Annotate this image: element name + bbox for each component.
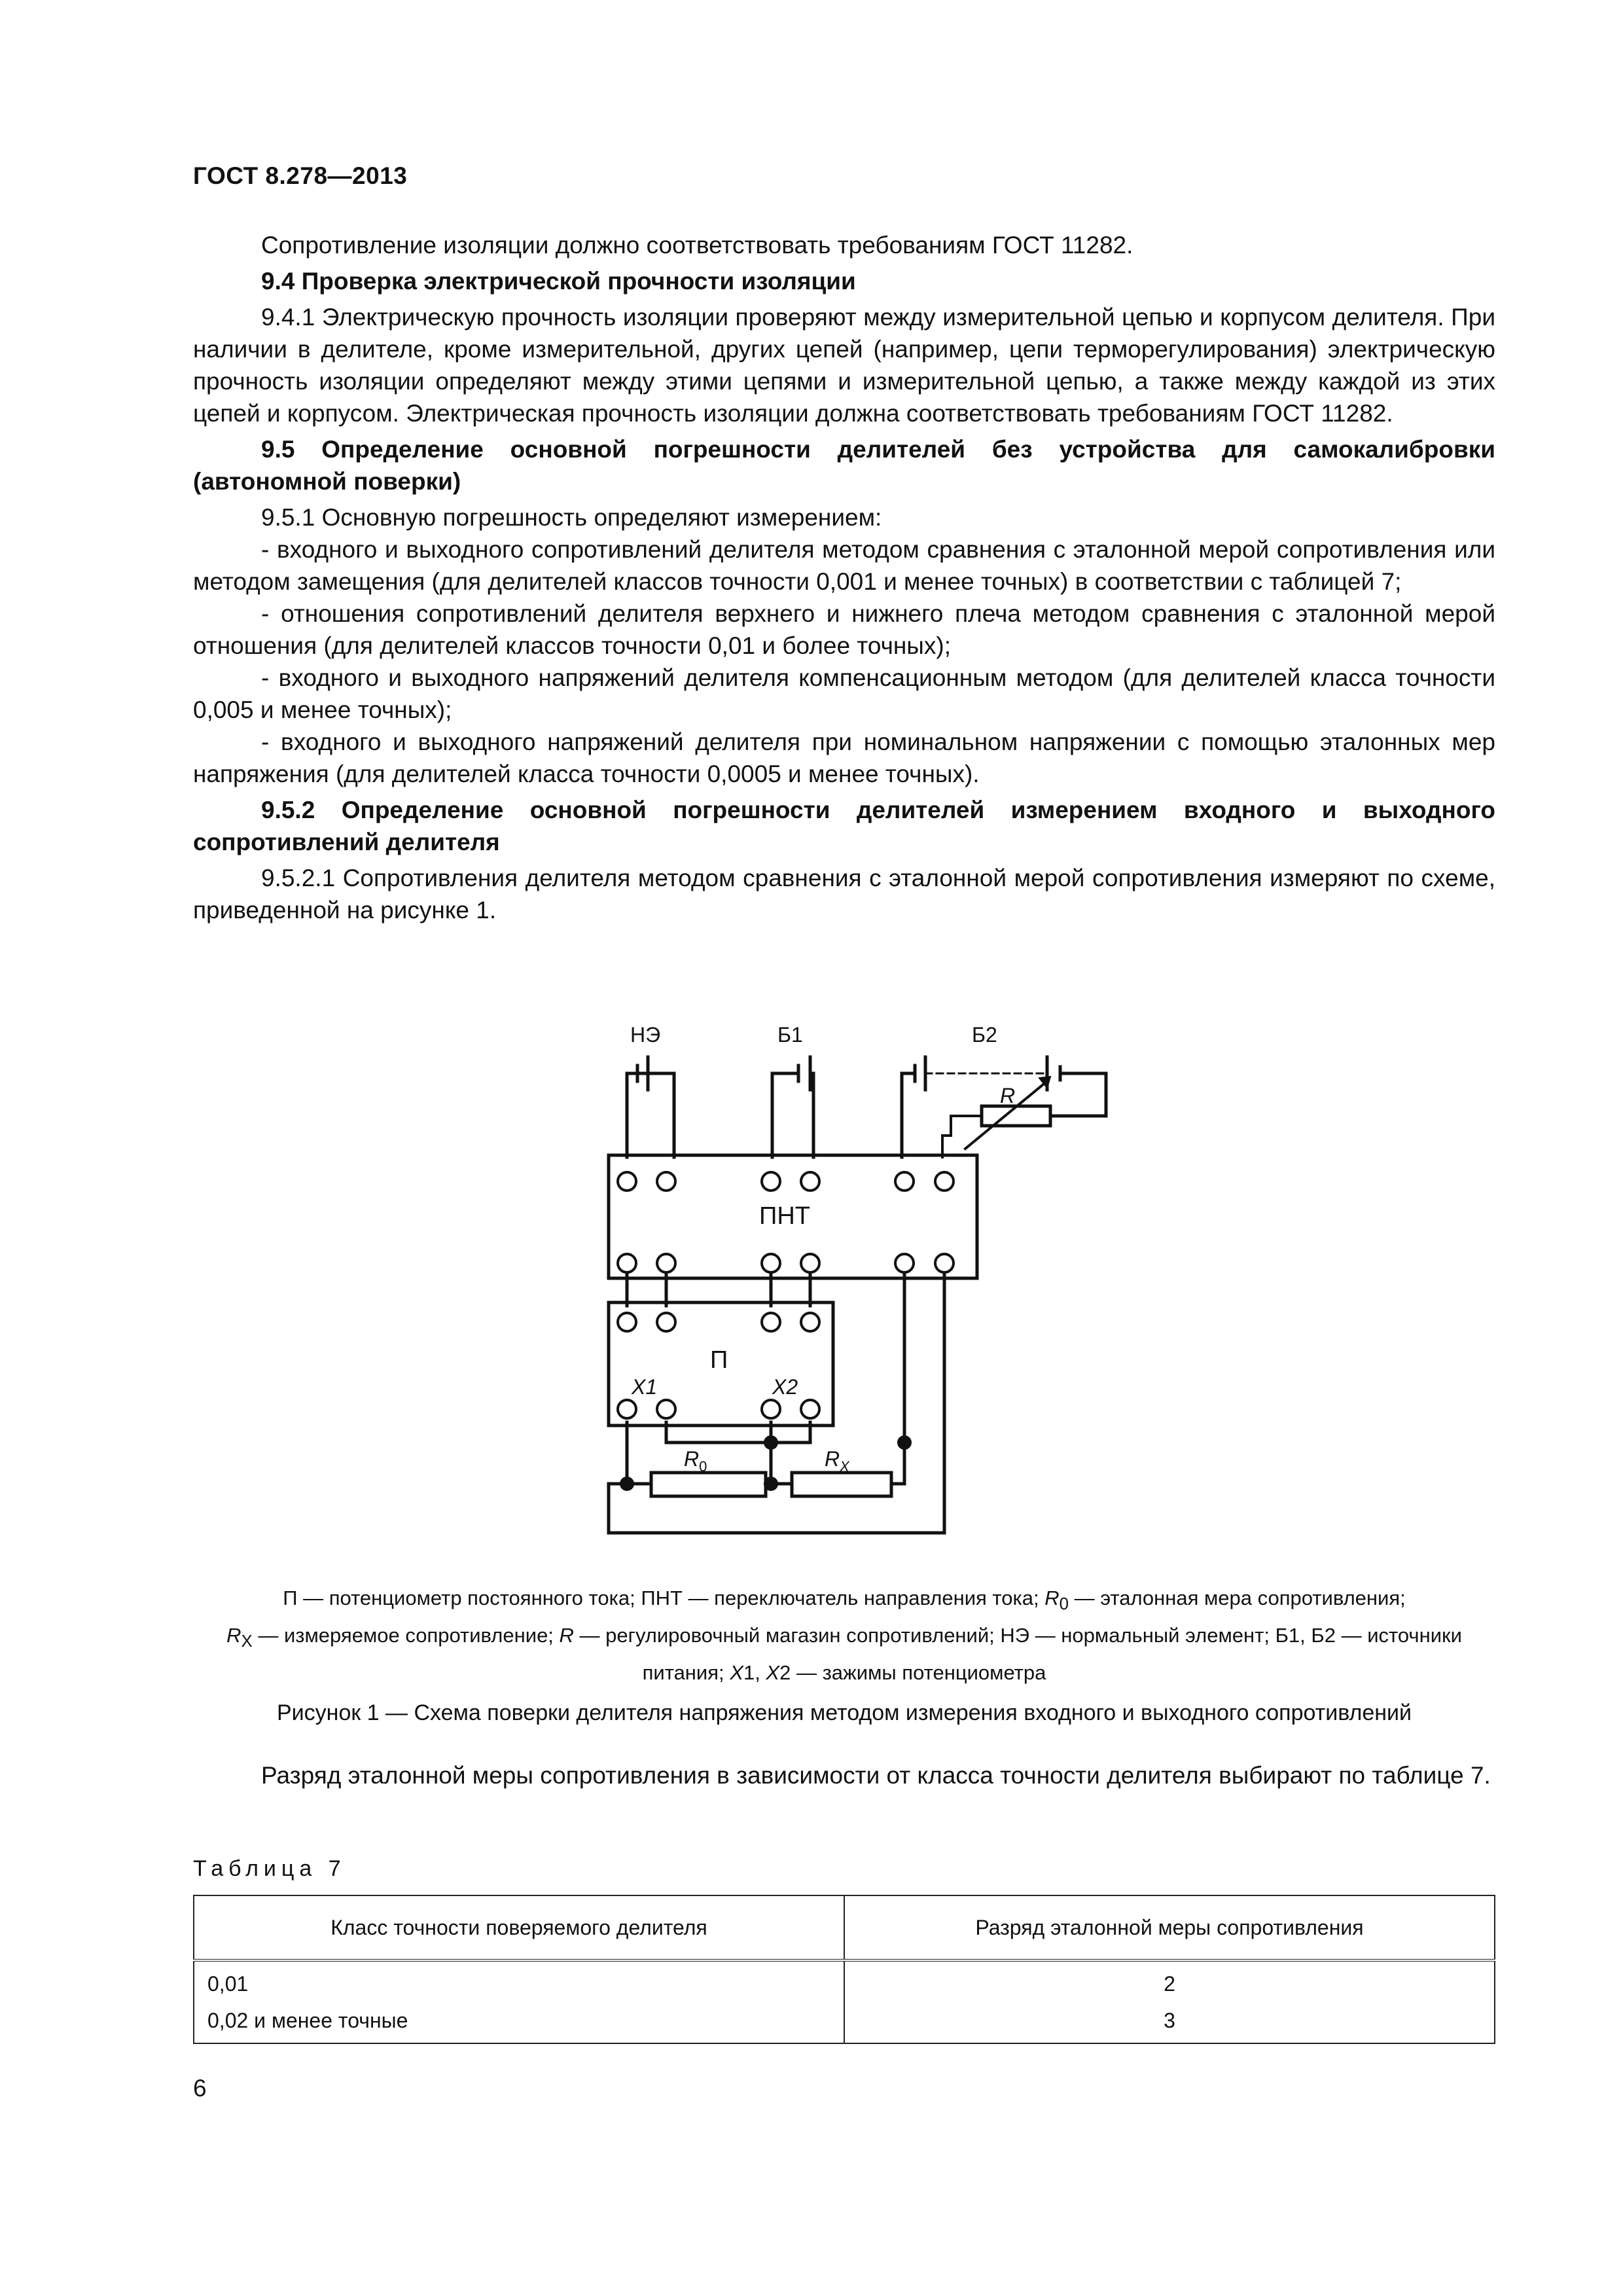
b2-cell bbox=[902, 1057, 925, 1157]
label-pnt: ПНТ bbox=[759, 1202, 810, 1230]
terminal bbox=[935, 1254, 954, 1272]
label-x2: X2 bbox=[772, 1375, 798, 1399]
junction-dot bbox=[764, 1435, 778, 1450]
paragraph-insulation: Сопротивление изоляции должно соответствовать требованиям ГОСТ 11282. bbox=[261, 232, 1133, 259]
label-rx: $R_X$ bbox=[825, 1447, 849, 1475]
page-number: 6 bbox=[193, 2075, 207, 2102]
junction-dot bbox=[897, 1435, 912, 1450]
junction-dot bbox=[620, 1477, 634, 1491]
b1-cell bbox=[772, 1057, 813, 1157]
terminal bbox=[801, 1313, 819, 1331]
figure-legend: П — потенциометр постоянного тока; ПНТ — переключатель направления тока; $R_0$ — эталонная мера сопротивления; $R_X$ — измеряемое сопротивление; R — регулировочный магазин сопротивлений; НЭ — нормальный элемент; Б1, Б2 — источники питания; X1, X2 — зажимы потенциометра bbox=[226, 1587, 1462, 1685]
terminal bbox=[762, 1313, 780, 1331]
table-cell: 3 bbox=[844, 2002, 1495, 2043]
list-item: - входного и выходного сопротивлений делителя методом сравнения с эталонной мерой сопротивления или методом замещения (для делителей классов точности 0,001 и менее точных) в соответствии с таблицей 7; bbox=[193, 536, 1495, 595]
terminal bbox=[801, 1172, 819, 1191]
label-ne: НЭ bbox=[630, 1023, 661, 1047]
terminal bbox=[895, 1172, 914, 1191]
body-text-top bbox=[193, 229, 1495, 926]
label-p: П bbox=[710, 1346, 728, 1374]
resistor-rx bbox=[792, 1473, 891, 1496]
document-header: ГОСТ 8.278—2013 bbox=[193, 162, 408, 189]
terminal bbox=[762, 1172, 780, 1191]
table-cell: 0,02 и менее точные bbox=[194, 2002, 844, 2043]
heading-9-4: 9.4 Проверка электрической прочности изоляции bbox=[261, 268, 856, 295]
terminal bbox=[935, 1172, 954, 1191]
table-7 bbox=[193, 1895, 1495, 2044]
rheostat-wire bbox=[942, 1081, 1047, 1157]
terminal bbox=[762, 1254, 780, 1272]
heading-9-5: 9.5 Определение основной погрешности делителей без устройства для самокалибровки (автономной поверки) bbox=[193, 436, 1495, 495]
p-lower-wires bbox=[627, 1422, 810, 1484]
table-header-cell: Разряд эталонной меры сопротивления bbox=[844, 1895, 1495, 1960]
terminal bbox=[657, 1313, 675, 1331]
figure-caption: Рисунок 1 — Схема поверки делителя напряжения методом измерения входного и выходного сопротивлений bbox=[277, 1700, 1412, 1725]
table-header-cell: Класс точности поверяемого делителя bbox=[194, 1895, 844, 1960]
label-r0: $R_0$ bbox=[684, 1447, 707, 1475]
paragraph-9-5-2-1: 9.5.2.1 Сопротивления делителя методом сравнения с эталонной мерой сопротивления измеряют по схеме, приведенной на рисунке 1. bbox=[193, 865, 1495, 924]
b2-right-wire bbox=[1047, 1057, 1106, 1116]
rheostat-r bbox=[982, 1106, 1050, 1126]
heading-9-5-2: 9.5.2 Определение основной погрешности делителей измерением входного и выходного сопротивлений делителя bbox=[193, 797, 1495, 855]
terminal bbox=[895, 1254, 914, 1272]
table-row bbox=[194, 1960, 1495, 2002]
terminal bbox=[657, 1172, 675, 1191]
terminal bbox=[657, 1254, 675, 1272]
label-x1: X1 bbox=[632, 1375, 658, 1399]
paragraph-9-4-1: 9.4.1 Электрическую прочность изоляции проверяют между измерительной цепью и корпусом делителя. При наличии в делителе, кроме измерительной, других цепей (например, цепи терморегулирования) электрическую прочность изоляции определяют между этими цепями и измерительной цепью, а также между каждой из этих цепей и корпусом. Электрическая прочность изоляции должна соответствовать требованиям ГОСТ 11282. bbox=[193, 304, 1495, 427]
terminal bbox=[801, 1254, 819, 1272]
table-cell: 0,01 bbox=[194, 1960, 844, 2002]
list-item: - входного и выходного напряжений делителя при номинальном напряжении с помощью эталонных мер напряжения (для делителей класса точности 0,0005 и менее точных). bbox=[193, 728, 1495, 787]
list-item: - входного и выходного напряжений делителя компенсационным методом (для делителей класса точности 0,005 и менее точных); bbox=[193, 664, 1495, 723]
terminal bbox=[618, 1400, 636, 1418]
terminal bbox=[618, 1313, 636, 1331]
terminal bbox=[657, 1400, 675, 1418]
list-item: - отношения сопротивлений делителя верхнего и нижнего плеча методом сравнения с эталонной мерой отношения (для делителей классов точности 0,01 и более точных); bbox=[193, 600, 1495, 659]
terminal bbox=[801, 1400, 819, 1418]
terminal bbox=[762, 1400, 780, 1418]
resistor-r0 bbox=[651, 1473, 766, 1496]
terminal bbox=[618, 1254, 636, 1272]
table-row bbox=[194, 2002, 1495, 2043]
ne-cell bbox=[627, 1057, 674, 1157]
label-r: R bbox=[1000, 1084, 1016, 1107]
table-title: Таблица 7 bbox=[193, 1856, 346, 1881]
paragraph-9-5-1: 9.5.1 Основную погрешность определяют измерением: bbox=[261, 504, 882, 531]
circuit-diagram bbox=[193, 1008, 1495, 1571]
junction-dot bbox=[764, 1477, 778, 1491]
label-b2: Б2 bbox=[972, 1023, 997, 1047]
terminal bbox=[618, 1172, 636, 1191]
paragraph-after-figure: Разряд эталонной меры сопротивления в зависимости от класса точности делителя выбирают по таблице 7. bbox=[261, 1762, 1491, 1789]
table-cell: 2 bbox=[844, 1960, 1495, 2002]
label-b1: Б1 bbox=[777, 1023, 803, 1047]
